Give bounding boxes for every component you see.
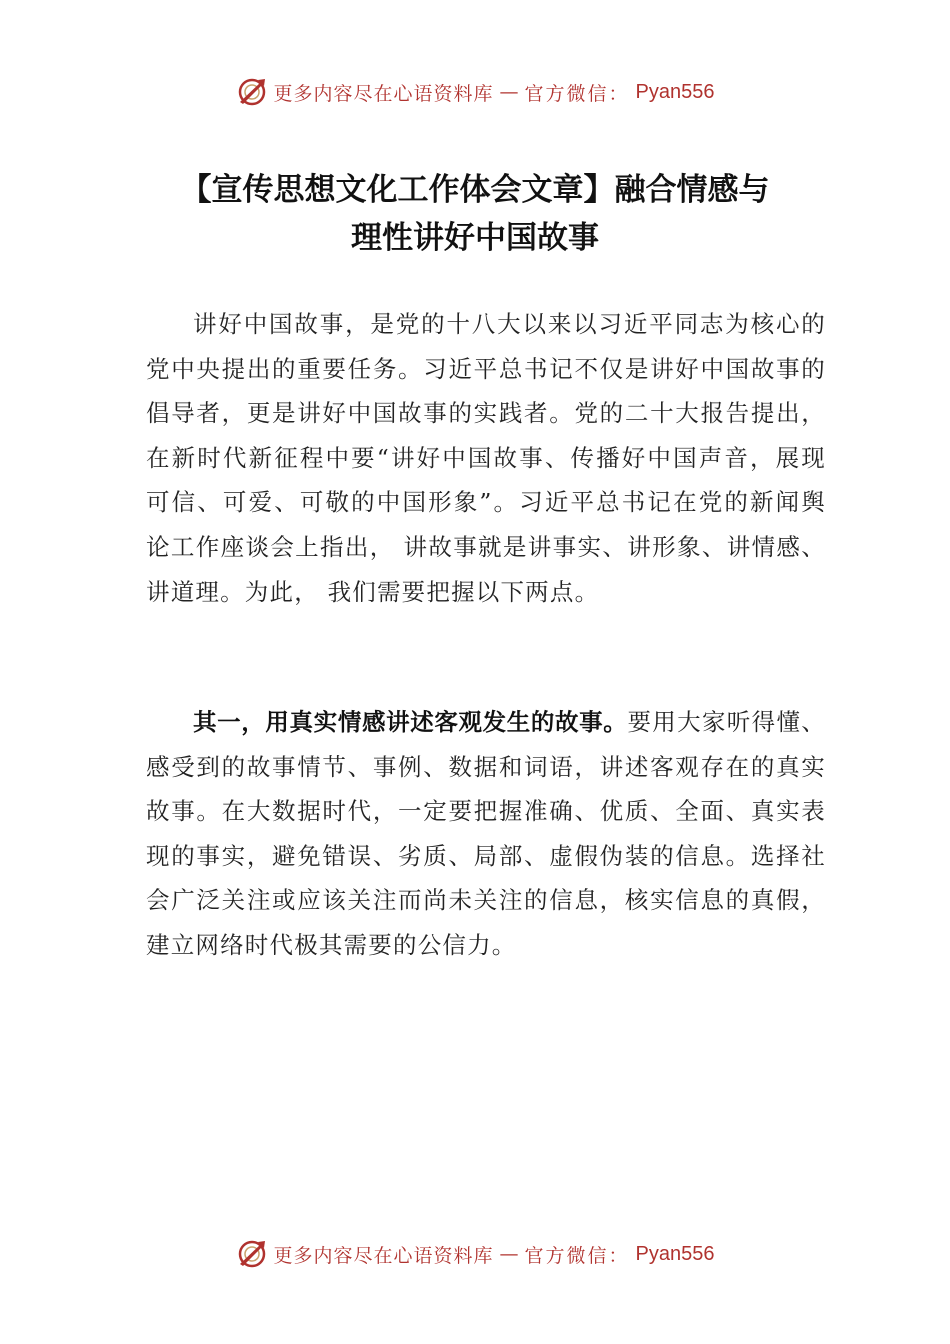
banner-separator: — [499,81,519,103]
banner-wechat-label: 官方微信： [524,82,630,105]
banner-wechat-id: Pyan556 [635,1242,715,1265]
title-line-1: 【宣传思想文化工作体会文章】融合情感与 [180,172,770,208]
banner-slogan: 更多内容尽在心语资料库 [273,1244,494,1267]
banner-separator: — [499,1243,519,1265]
header-banner [0,74,950,110]
paragraph-lead: 其一，用真实情感讲述客观发生的故事。 [193,708,628,736]
title-line-2: 理性讲好中国故事 [351,220,599,256]
paragraph-intro: 讲好中国故事，是党的十八大以来以习近平同志为核心的党中央提出的重要任务。习近平总书记不仅是讲好中国故事的倡导者，更是讲好中国故事的实践者。党的二十大报告提出，在新时代新征程中要“讲好中国故事、传播好中国声音，展现可信、可爱、可敬的中国形象”。习近平总书记在党的新闻舆论工作座谈会上指出， 讲故事就是讲事实、讲形象、讲情感、讲道理。为此， 我们需要把握以下两点。 [146,310,826,606]
paragraph-body: 要用大家听得懂、感受到的故事情节、事例、数据和词语，讲述客观存在的真实故事。在大数据时代，一定要把握准确、优质、全面、真实表现的事实，避免错误、劣质、局部、虚假伪装的信息。选择社会广泛关注或应该关注而尚未关注的信息，核实信息的真假，建立网络时代极其需要的公信力。 [146,708,827,959]
footer-banner [0,1236,950,1272]
logo-icon [236,76,268,108]
banner-wechat-id: Pyan556 [635,80,715,103]
banner-wechat-label: 官方微信： [524,1244,630,1267]
banner-slogan: 更多内容尽在心语资料库 [273,82,494,105]
paragraph-point-one [146,700,826,968]
logo-icon [236,1238,268,1270]
document-title [110,166,840,262]
